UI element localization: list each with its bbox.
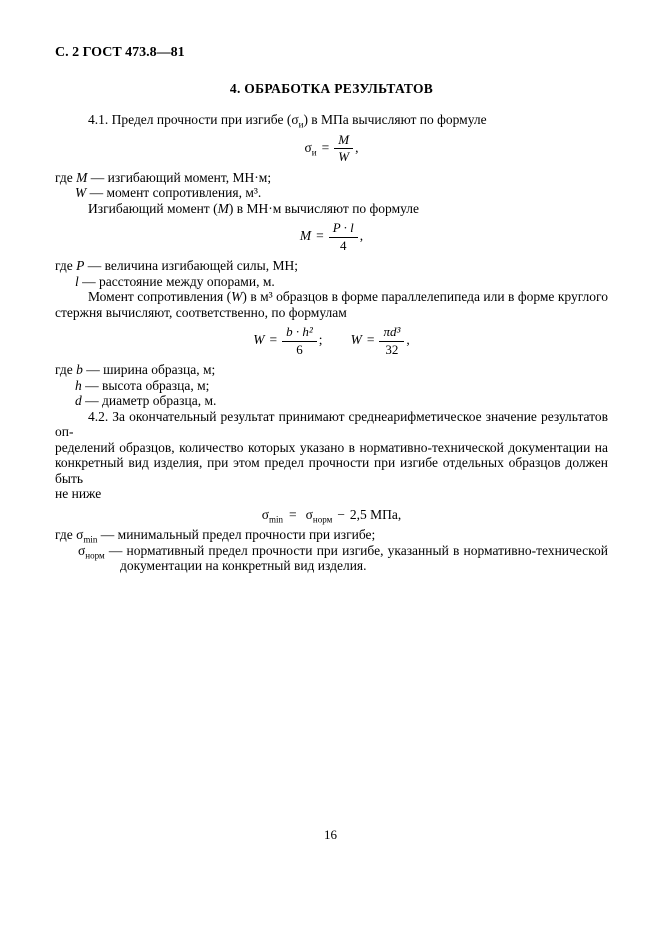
fraction-pid3-over-32 — [379, 325, 404, 357]
symbol-p: P — [76, 258, 85, 274]
paragraph-bending-moment — [55, 201, 608, 217]
definition-w — [55, 185, 608, 201]
definition-l-text: — расстояние между опорами, м. — [78, 273, 275, 289]
formula1-punctuation: , — [355, 139, 359, 155]
formula4-rhs — [305, 506, 333, 525]
formula4-value: 2,5 МПа, — [349, 506, 402, 522]
definition-sigma-norm-line2: документации на конкретный вид изделия. — [120, 558, 367, 574]
fraction-numerator: πd³ — [379, 325, 404, 342]
sigma-symbol: σ — [305, 506, 313, 522]
sigma-norm-subscript: норм — [312, 514, 333, 525]
formula3a-punctuation: ; — [318, 332, 323, 348]
definition-w-text: — момент сопротивления, м³. — [86, 185, 262, 201]
equals-sign: = — [316, 228, 324, 244]
definition-h — [55, 378, 608, 394]
symbol-l: l — [75, 273, 79, 289]
fraction-denominator: 4 — [339, 237, 347, 253]
where-word: где — [55, 362, 77, 378]
paragraph-section-modulus-line2: стержня вычисляют, соответственно, по формулам — [55, 304, 347, 320]
paragraph-4-2-line4: не ниже — [55, 486, 102, 502]
equals-sign: = — [321, 139, 330, 155]
where-word: где — [55, 527, 77, 543]
fraction-numerator: P · l — [329, 221, 358, 238]
equals-sign: = — [366, 332, 375, 348]
definition-b-text: — ширина образца, м; — [82, 362, 216, 378]
running-header: С. 2 ГОСТ 473.8—81 — [55, 45, 185, 60]
fraction-pl-over-4 — [329, 221, 358, 253]
symbol-m-inline: M — [217, 200, 229, 216]
formula-flexural-strength — [55, 133, 608, 165]
minus-sign: − — [337, 506, 345, 522]
paragraph-section-modulus-line1 — [55, 289, 608, 305]
formula3b-lhs: W — [350, 332, 362, 348]
fraction-denominator: 6 — [296, 341, 303, 357]
sigma-norm-subscript: норм — [85, 550, 105, 561]
definition-d — [55, 393, 608, 409]
sigma-symbol: σ — [76, 527, 84, 543]
formula4-lhs — [261, 506, 283, 525]
symbol-m: M — [76, 169, 88, 185]
definition-p-text: — величина изгибающей силы, МН; — [84, 258, 298, 274]
formula-minimum-strength — [55, 507, 608, 523]
definition-h-text: — высота образца, м; — [81, 377, 210, 393]
formula1-lhs — [304, 139, 317, 158]
sigma-min-subscript: min — [268, 514, 283, 525]
where-word: где — [55, 169, 77, 185]
page-number: 16 — [324, 827, 337, 842]
equals-sign: = — [289, 506, 297, 522]
definition-m-text: — изгибающий момент, МН·м; — [87, 169, 272, 185]
paragraph-section-modulus-text: Момент сопротивления ( — [88, 289, 232, 305]
fraction-numerator: M — [334, 133, 353, 150]
definition-m — [55, 170, 608, 186]
fraction-denominator: W — [338, 149, 350, 165]
definition-sigma-min — [55, 527, 608, 543]
formula2-lhs: M — [299, 228, 312, 244]
paragraph-section-modulus-tail: ) в м³ образцов в форме параллелепипеда или в форме круглого — [242, 289, 608, 305]
definition-sigma-norm-text: — нормативный предел прочности при изгибе, указанный в нормативно-технической — [104, 542, 608, 558]
paragraph-4-2-line2: ределений образцов, количество которых указано в нормативно-технической документации на — [55, 439, 608, 455]
sigma-i-subscript: и — [298, 119, 304, 130]
paragraph-4-2-line1: 4.2. За окончательный результат принимают среднеарифметическое значение результатов оп- — [55, 408, 608, 440]
fraction-m-over-w — [334, 133, 353, 165]
sigma-symbol: σ — [304, 139, 312, 155]
sigma-min-subscript: min — [83, 534, 98, 545]
sigma-symbol: σ — [78, 542, 86, 558]
fraction-bh2-over-6 — [282, 325, 317, 357]
paragraph-4-1-tail: ) в МПа вычисляют по формуле — [303, 112, 487, 127]
paragraph-bending-moment-tail: ) в МН·м вычисляют по формуле — [228, 200, 420, 216]
symbol-b: b — [76, 362, 83, 378]
section-title: 4. ОБРАБОТКА РЕЗУЛЬТАТОВ — [229, 80, 434, 96]
definition-p — [55, 258, 608, 274]
fraction-denominator: 32 — [385, 341, 399, 357]
definition-l — [55, 274, 608, 290]
paragraph-4-1-text: 4.1. Предел прочности при изгибе (σ — [88, 112, 299, 127]
equals-sign: = — [269, 332, 278, 348]
paragraph-4-2-line3: конкретный вид изделия, при этом предел прочности при изгибе отдельных образцов должен быть — [55, 455, 608, 486]
formula-bending-moment — [55, 221, 608, 253]
definition-sigma-min-text: — минимальный предел прочности при изгибе; — [97, 527, 376, 543]
symbol-d: d — [75, 393, 82, 409]
symbol-w-inline: W — [231, 289, 243, 305]
formula3a-lhs: W — [253, 332, 265, 348]
formula2-punctuation: , — [359, 228, 364, 244]
paragraph-4-1 — [55, 112, 608, 128]
paragraph-bending-moment-text: Изгибающий момент ( — [88, 200, 218, 216]
page-content — [55, 0, 608, 574]
symbol-h: h — [75, 377, 82, 393]
fraction-numerator: b · h² — [282, 325, 317, 342]
definition-b — [55, 362, 608, 378]
definition-d-text: — диаметр образца, м. — [81, 393, 217, 409]
symbol-w: W — [75, 185, 87, 201]
definition-sigma-norm-line1 — [55, 543, 608, 559]
where-word: где — [55, 258, 77, 274]
sigma-subscript: и — [311, 147, 317, 158]
formula-section-modulus — [55, 325, 608, 357]
formula3b-punctuation: , — [406, 332, 410, 348]
sigma-symbol: σ — [261, 506, 269, 522]
